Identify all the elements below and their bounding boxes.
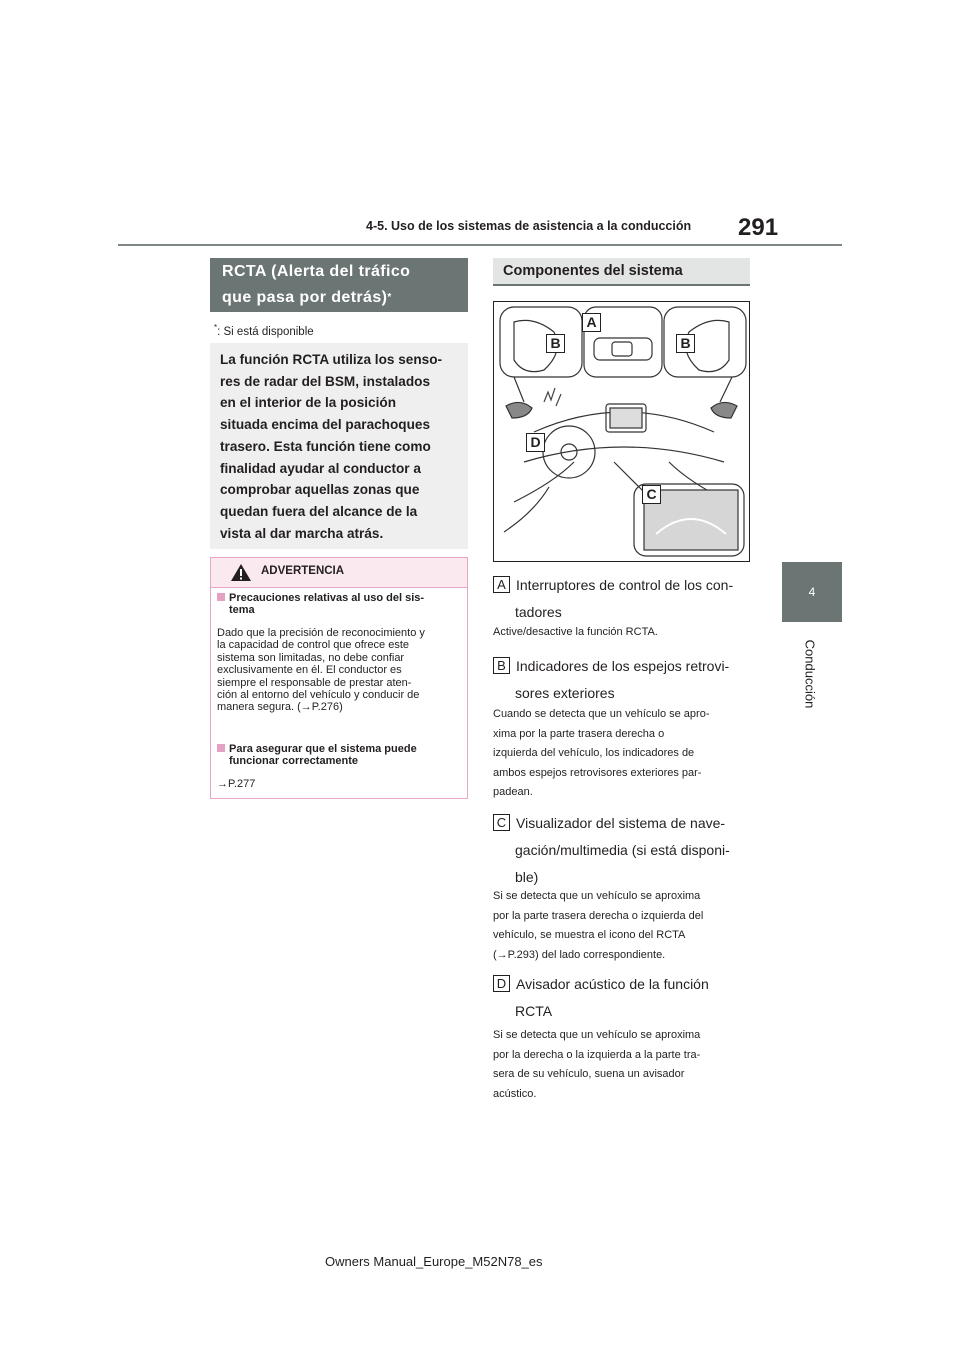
component-c-badge: C xyxy=(493,814,510,831)
bullet-square-icon xyxy=(217,744,225,752)
intro-line: trasero. Esta función tiene como xyxy=(220,438,431,454)
warning-item2-ref: →P.277 xyxy=(217,778,256,790)
warning-item1-body: Dado que la precisión de reconocimiento y la capacidad de control que ofrece este sistema son limitadas, no debe confiar exclusivamente en él. El conductor es siempre el responsable de prestar aten- ción al entorno del vehículo y conducir de manera segura. (→P.276) xyxy=(217,627,425,714)
chapter-tab: 4 xyxy=(782,562,842,622)
diagram-label-a: A xyxy=(582,313,601,332)
rcta-heading-line1: RCTA (Alerta del tráfico xyxy=(222,263,411,280)
intro-line: La función RCTA utiliza los senso- xyxy=(220,352,443,367)
intro-line: quedan fuera del alcance de la xyxy=(220,503,418,519)
bullet-square-icon xyxy=(217,593,225,601)
component-c-body: Si se detecta que un vehículo se aproxima por la parte trasera derecha o izquierda del vehículo, se muestra el icono del RCTA (→P.293) del lado correspondiente. xyxy=(493,890,704,961)
intro-line: finalidad ayudar al conductor a xyxy=(220,460,421,476)
diagram-label-b-left: B xyxy=(546,334,565,353)
warning-title: ADVERTENCIA xyxy=(261,565,345,577)
intro-line: res de radar del BSM, instalados xyxy=(220,373,431,389)
page-number: 291 xyxy=(738,214,779,241)
component-b-body: Cuando se detecta que un vehículo se apro- xima por la parte trasera derecha o izquierda del vehículo, los indicadores de ambos espejos retrovisores exteriores par- padean. xyxy=(493,708,710,798)
diagram-label-b-right: B xyxy=(676,334,695,353)
intro-line: en el interior de la posición xyxy=(220,395,397,411)
component-a-title: A Interruptores de control de los con- tadores xyxy=(493,572,753,626)
intro-line: situada encima del parachoques xyxy=(220,417,431,433)
diagram-label-c: C xyxy=(642,485,661,504)
section-title: 4-5. Uso de los sistemas de asistencia a la conducción xyxy=(366,219,692,233)
component-c-title: C Visualizador del sistema de nave- gación/multimedia (si está disponi- ble) xyxy=(493,810,753,891)
chapter-label xyxy=(770,624,850,724)
header-divider xyxy=(118,244,842,246)
availability-text: : Si está disponible xyxy=(217,325,314,338)
warning-item1-title: Precauciones relativas al uso del sis- tema xyxy=(217,592,457,617)
warning-header xyxy=(211,558,467,588)
rcta-heading xyxy=(210,258,468,312)
warning-item2-title: Para asegurar que el sistema puede funcionar correctamente xyxy=(217,743,457,768)
component-b-title: B Indicadores de los espejos retrovi- sores exteriores xyxy=(493,653,753,707)
dashboard-illustration xyxy=(494,302,749,561)
component-d-badge: D xyxy=(493,975,510,992)
component-b-badge: B xyxy=(493,657,510,674)
intro-line: comprobar aquellas zonas que xyxy=(220,482,420,498)
availability-asterisk: * xyxy=(214,323,218,332)
components-heading: Componentes del sistema xyxy=(493,258,750,286)
availability-note xyxy=(214,323,314,338)
component-a-badge: A xyxy=(493,576,510,593)
chapter-label-text: Conducción xyxy=(802,639,818,709)
component-a-body: Active/desactive la función RCTA. xyxy=(493,626,658,638)
warning-triangle-icon xyxy=(230,563,252,582)
intro-box xyxy=(210,343,468,549)
rcta-heading-asterisk: * xyxy=(387,292,392,303)
system-diagram xyxy=(493,301,750,562)
component-d-title: D Avisador acústico de la función RCTA xyxy=(493,971,753,1025)
component-d-body: Si se detecta que un vehículo se aproxima por la derecha o la izquierda a la parte tra- sera de su vehículo, suena un avisador acústico. xyxy=(493,1029,701,1100)
intro-line: vista al dar marcha atrás. xyxy=(220,525,384,541)
diagram-label-d: D xyxy=(526,433,545,452)
footer-text: Owners Manual_Europe_M52N78_es xyxy=(325,1254,543,1269)
rcta-heading-line2: que pasa por detrás) xyxy=(222,289,388,306)
warning-box xyxy=(210,557,468,799)
